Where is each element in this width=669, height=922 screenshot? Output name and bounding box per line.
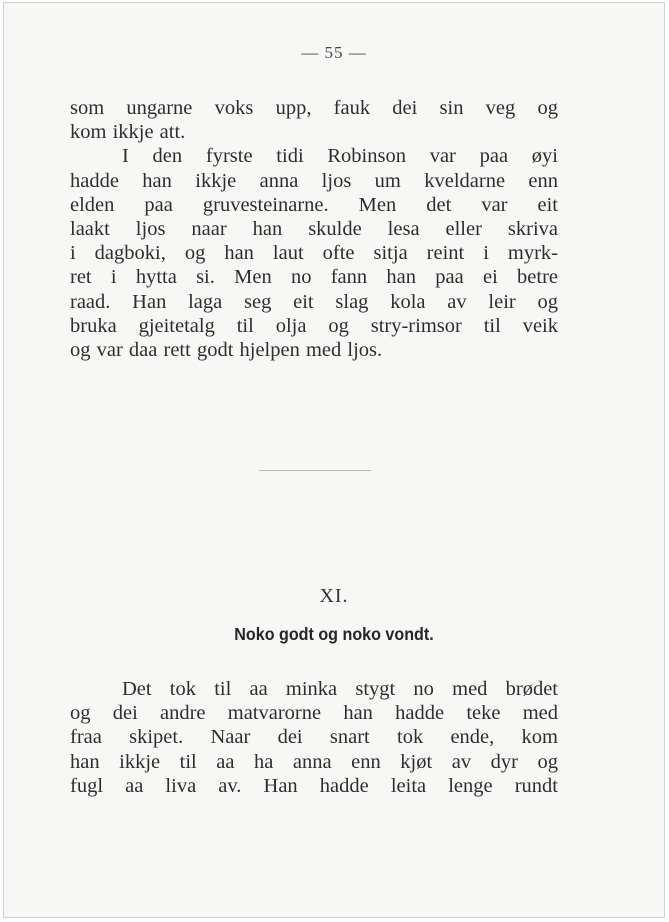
text-line: fraa skipet. Naar dei snart tok ende, kom xyxy=(70,726,558,749)
book-page xyxy=(3,2,665,918)
text-line: kom ikkje att. xyxy=(70,121,186,144)
body-text xyxy=(70,96,558,362)
body-text xyxy=(70,677,558,798)
page-number: — 55 — xyxy=(301,43,367,62)
text-line: hadde han ikkje anna ljos um kveldarne enn xyxy=(70,169,558,192)
text-line: og dei andre matvarorne han hadde teke med xyxy=(70,702,558,725)
text-line: bruka gjeitetalg til olja og stry-rimsor til veik xyxy=(70,314,558,337)
text-line: I den fyrste tidi Robinson var paa øyi xyxy=(122,145,558,168)
text-line: elden paa gruvesteinarne. Men det var eit xyxy=(70,193,558,216)
text-line: raad. Han laga seg eit slag kola av leir og xyxy=(70,290,558,313)
text-line: laakt ljos naar han skulde lesa eller skriva xyxy=(70,218,558,241)
section-divider xyxy=(259,470,371,471)
text-line: Det tok til aa minka stygt no med brødet xyxy=(122,678,558,700)
text-line: ret i hytta si. Men no fann han paa ei betre xyxy=(70,266,558,289)
text-line: som ungarne voks upp, fauk dei sin veg og xyxy=(70,97,558,119)
text-line: i dagboki, og han laut ofte sitja reint i myrk- xyxy=(70,242,558,265)
text-line: fugl aa liva av. Han hadde leita lenge rundt xyxy=(70,774,558,797)
text-line: han ikkje til aa ha anna enn kjøt av dyr og xyxy=(70,750,558,773)
chapter-title: Noko godt og noko vondt. xyxy=(234,624,434,644)
chapter-number: XI. xyxy=(319,585,349,607)
text-line: og var daa rett godt hjelpen med ljos. xyxy=(70,339,383,362)
